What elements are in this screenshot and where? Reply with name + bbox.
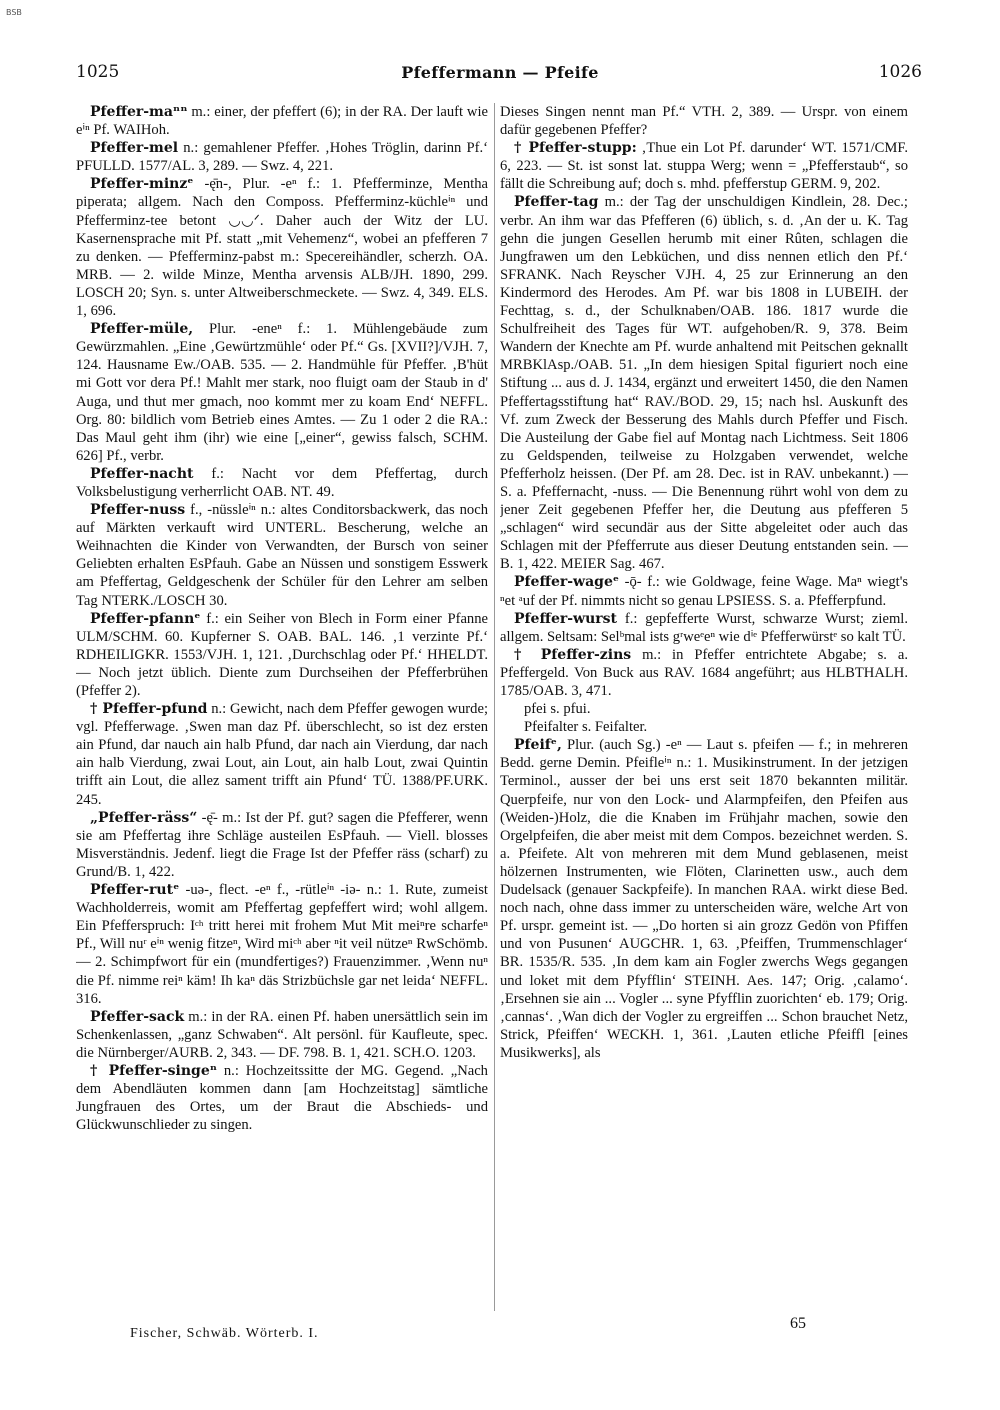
entry-lemma: Pfeffer-rutᵉ [90,882,180,899]
entry-text: Pfeifalter s. Feifalter. [524,719,648,736]
entry-lemma: Pfeffer-maⁿⁿ [90,104,188,120]
entry-lemma: Pfeifᵉ, [514,737,562,754]
entry-text: f.: gepfefferte Wurst, schwarze Wurst; zieml. allgem. Seltsam: Selᵇmal ists gʳweᵉeⁿ wie dⁱᵉ Pfefferwürstᵉ so kalt TÜ. [500,610,908,645]
entry-lemma: † Pfeffer-pfund [90,701,208,718]
entry-lemma: Pfeffer-nuss [90,502,186,519]
publisher-line: Fischer, Schwäb. Wörterb. I. [130,1326,319,1341]
entry-text: n.: Hochzeitssitte der MG. Gegend. „Nach dem Abendläuten kommen dann [am Hochzeitstag] sämtliche Jungfrauen des Ortes, um der Braut die Abschieds- und Glückwunschlieder zu singen. [76,1062,488,1134]
entry-text: Dieses Singen nennt man Pf.“ VTH. 2, 389. — Urspr. von einem dafür gegebenen Pfeffer? [500,104,908,139]
dictionary-entry [76,103,488,139]
entry-text: m.: einer, der pfeffert (6); in der RA. Der lauft wie eⁱⁿ Pf. WAIHoh. [76,104,488,139]
column-divider [494,103,495,1311]
dictionary-entry [76,501,488,610]
entry-text: n.: Gewicht, nach dem Pfeffer gewogen wurde; vgl. Pfefferwage. ‚Swen man daz Pf. überschlecht, so ist dez ersten ain Pfund, dar nauch ain halb Pfund, dar nach ain Vierdung, dar nach ain halb Vierdung, zwai Lout, ain Lout, ain halb Lout, zwai Quintin trifft ain Lout, die allez sament trifft ain Pfund‘ TÜ. 1388/PF.URK. 245. [76,701,488,808]
entry-text: n.: gemahlener Pfeffer. ‚Hohes Tröglin, darinn Pf.‘ PFULLD. 1577/AL. 3, 289. — Swz. 4, 221. [76,140,488,175]
dictionary-entry [76,175,488,320]
entry-text: m.: der Tag der unschuldigen Kindlein, 28. Dec.; verbr. An ihm war das Pfefferen (6) üblich, s. d. ‚An der u. K. Tag gehn die jungen Gesellen herumb mit einer Rûten, schlagen die Jungfrawen um den Lebküchen, und diss nennen etlich den Pf.‘ SFRANK. Nach Reyscher VJH. 4, 25 zur Erinnerung an den Kindermord des Herodes. Am Pf. war bis 1808 in LUBEIH. der Fechttag, s. d., der Schulknaben/OAB. 186. 1817 wurde die Schulfreiheit des Tages für WT. aufgehoben/R. 9, 378. Beim Wandern der Knechte am Pf. wurde anhaltend mit Peitschen geknallt MRBKlAsp./OAB. 51. „In dem hiesigen Spital figuriert noch eine Stiftung ... aus d. J. 1434, ergänzt und erweitert 1450, die den Namen Pfeffertagsstiftung hat“ RAV./BOD. 29, 15; nach hsl. Auskunft des Vf. zum Zweck der Besserung des Mahls durch Pfeffer und Fisch. Die Austeilung der Gabe fiel auf Montag nach Lichtmess. Seit 1806 zu Geldspenden, teilweise zu Holzgaben verwendet, welche Pfefferholz heissen. (Der Pf. am 28. Dec. ist in RAV. unbekannt.) — S. a. Pfeffernacht, -nuss. — Die Benennung rührt wohl von dem zu jener Zeit gegebenen Pfeffer her, die Deutung aus pfefferen 5 „schlagen“ wird secundär aus der Sitte abgeleitet oder auch das Schlagen mit der Pfefferrute aus dieser Deutung entstanden sein. — B. 1, 422. MEIER Sag. 467. [500,194,908,573]
entry-text: m.: in Pfeffer entrichtete Abgabe; s. a. Pfeffergeld. Von Buck aus RAV. 1684 angeführt; aus HLBTHALH. 1785/OAB. 3, 471. [500,646,908,699]
dictionary-entry [76,465,488,501]
dictionary-entry [500,193,908,573]
entry-lemma: Pfeffer-müle, [90,321,194,338]
entry-text: pfei s. pfui. [524,701,591,718]
dictionary-entry [76,881,488,1008]
page-number-right: 1026 [878,62,922,82]
entry-text: ‚Thue ein Lot Pf. darunder‘ WT. 1571/CMF. 6, 223. — St. ist sonst lat. stuppa Werg; wenn = „Pfefferstaub“, so fällt die Schreibung auf; doch s. mhd. pfefferstup GERM. 9, 202. [500,140,908,193]
entry-lemma: Pfeffer-wageᵉ [514,574,620,591]
page-number-left: 1025 [76,62,120,82]
entry-text: -ǭ- f.: wie Goldwage, feine Wage. Maⁿ wiegt's ⁿet ᵃuf der Pf. nimmts nicht so genau LPSIESS. S. a. Pfefferpfund. [500,574,908,609]
entry-text: -uə-, flect. -eⁿ f., -rütleⁱⁿ -iə- n.: 1. Rute, zumeist Wachholderreis, womit am Pfeffertag gepfeffert wird; wohl allgem. Ein Pfefferspruch: Iᶜʰ tritt herei mit frohem Mut Mit meiⁿre scharfeⁿ Pf., Will nuʳ eⁱⁿ wenig fitzeⁿ, Wird miᶜʰ aber ⁿit veil nützeⁿ RwSchömb. — 2. Schimpfwort für ein (mundfertiges?) Frauenzimmer. ‚Wenn nuⁿ die Pf. nimme reiⁿ käm! Ih kaⁿ däs Strizbüchsle gar net leida‘ NEFFL. 316. [76,882,488,1007]
entry-text: f.: ein Seiher von Blech in Form einer Pfanne ULM/SCHM. 60. Kupferner S. OAB. BAL. 146. ‚1 verzinte Pf.‘ RDHEILIGKR. 1553/VJH. 1, 121. ‚Durchschlag oder Pf.‘ HHELDT. — Noch jetzt üblich. Diente zum Durchseihen der Pfefferbrühen (Pfeffer 2). [76,610,488,699]
dictionary-entry [500,646,908,700]
entry-text: f., -nüssleⁱⁿ n.: altes Conditorsbackwerk, das noch auf Märkten verkauft wird UNTERL. Bescherung, welche an Weihnachten die Kinder von Verwandten, der Bursch von seiner Geliebten erhalten EsPfauh. Gabe an Nüssen und sonstigem Esswerk am Pfeffertag, Geldgeschenk der Schüler für den Lehrer am selben Tag NTERK./LOSCH 30. [76,502,488,609]
dictionary-entry [76,809,488,881]
right-column [500,103,908,1311]
entry-text: -ę̄n-, Plur. -eⁿ f.: 1. Pfefferminze, Mentha piperata; allgem. Nach den Composs. Pfefferminz-küchleⁱⁿ und Pfefferminz-tee betont ◡◡ᐟ. Daher auch der Witz der LU. Kasernensprache mit Pf. statt „mit Vehemenz“, wobei an pfefferen 7 zu denken. — Pfefferminz-pabst m.: Specereihändler, scherzh. OA. MRB. — 2. wilde Minze, Mentha arvensis ALB/JH. 1890, 299. LOSCH 20; Syn. s. unter Altweiberschmeckete. — Swz. 4, 349. ELS. 1, 696. [76,176,488,320]
running-head: Pfeffermann — Pfeife [401,63,599,82]
dictionary-entry [500,700,908,718]
dictionary-entry [500,573,908,609]
entry-text: Plur. (auch Sg.) -eⁿ — Laut s. pfeifen — f.; in mehreren Bedd. gerne Demin. Pfeifleⁱⁿ n.: 1. Musikinstrument. In der jetzigen Terminol., ausser der bei uns erst seit 1870 bekannten militär. Querpfeife, nur von den Lock- und Alarmpfeifen, den Pfeifen aus (Weiden-)Holz, die die Knaben im Frühjahr machen, sowie den Orgelpfeifen, die aber meist mit dem Compos. bezeichnet werden. S. a. Pfeifete. Alt von mehreren mit dem Mund geblasenen, meist hölzernen Instrumenten, wie Flöten, Clarinetten usw., auch dem Dudelsack (genauer Sackpfeife). In manchen RAA. wirkt diese Bed. noch nach, ohne dass immer zu unterscheiden wäre, welche Art von Pf. urspr. gemeint ist. — „Do horten si ain grozz Gedön von Pfiffen und von Pusunen‘ AUGCHR. 1, 63. ‚Pfeiffen, Trummenschlager‘ BR. 1535/R. 535. ‚In dem kam ain Fogler zwerchs Wegs gegangen und loket mit dem Pfyfflin‘ STEINH. Aes. 147; Orig. ‚calamo‘. ‚Ersehnen sie ain ... Vogler ... syne Pfyfflin zuorichten‘ eb. 179; Orig. ‚cannas‘. ‚Wan dich der Vogler zu ergreiffen ... Schon brauchet Netz, Strick, Pfeiffen‘ WECKH. 1, 361. ‚Lauten etliche Pfeiffl [eines Musikwerks], als [500,737,908,1061]
dictionary-entry [76,700,488,809]
entry-text: Plur. -eneⁿ f.: 1. Mühlengebäude zum Gewürzmahlen. „Eine ‚Gewürtzmühle‘ oder Pf.“ Gs. [XVII?]/VJH. 7, 124. Hausname Ew./OAB. 535. — 2. Handmühle für Pfeffer. ‚B'hüt mi Gott vor dera Pf.! Mahlt mer stark, noo fluigt oam der Staub in d' Auga, und thut mer gmach, noo kommt mer zu koam End‘ NEFFL. Org. 80: bildlich vom Betrieb eines Amtes. — Zu 1 oder 2 die RA.: Das Maul geht ihm (ihr) wie eine [„einer“, gewiss falsch, SCHM. 626] Pf., verbr. [76,321,488,464]
entry-lemma: Pfeffer-tag [514,194,599,211]
dictionary-entry [76,610,488,700]
dictionary-entry [76,139,488,175]
dictionary-entry [76,320,488,465]
entry-lemma: Pfeffer-sack [90,1008,185,1025]
entry-lemma: Pfeffer-wurst [514,610,617,627]
dictionary-entry [500,139,908,193]
dictionary-entry [500,718,908,736]
dictionary-entry [500,736,908,1062]
dictionary-entry [500,610,908,646]
entry-text: f.: Nacht vor dem Pfeffertag, durch Volksbelustigung verherrlicht OAB. NT. 49. [76,465,488,500]
entry-lemma: Pfeffer-nacht [90,465,194,482]
left-column [76,103,488,1311]
entry-text: m.: in der RA. einen Pf. haben unersättlich sein im Schenkenlassen, „ganz Schwaben“. Alt persönl. für Kaufleute, spec. die Nürnberger/AURB. 2, 343. — DF. 798. B. 1, 421. SCH.O. 1203. [76,1008,488,1061]
entry-text: -ę̄- m.: Ist der Pf. gut? sagen die Pfefferer, wenn sie am Pfeffertag ihre Schläge austeilen EsPfauh. — Viell. blosses Misverständnis. Jedenf. liegt die Frage Ist der Pfeffer räss (scharf) zu Grund/B. 1, 422. [76,809,488,880]
dictionary-entry [76,1062,488,1134]
dictionary-entry [76,1008,488,1062]
entry-lemma: † Pfeffer-singeⁿ [90,1062,218,1079]
entry-lemma: Pfeffer-mel [90,140,179,157]
entry-lemma: † Pfeffer-stupp: [514,140,637,157]
dictionary-entry [500,103,908,139]
library-mark: BSB [6,8,22,17]
sheet-signature: 65 [790,1315,806,1332]
entry-lemma: Pfeffer-minzᵉ [90,176,194,193]
entry-lemma: † Pfeffer-zins [514,646,632,663]
entry-lemma: „Pfeffer-räss“ [90,809,198,826]
entry-lemma: Pfeffer-pfannᵉ [90,610,201,627]
